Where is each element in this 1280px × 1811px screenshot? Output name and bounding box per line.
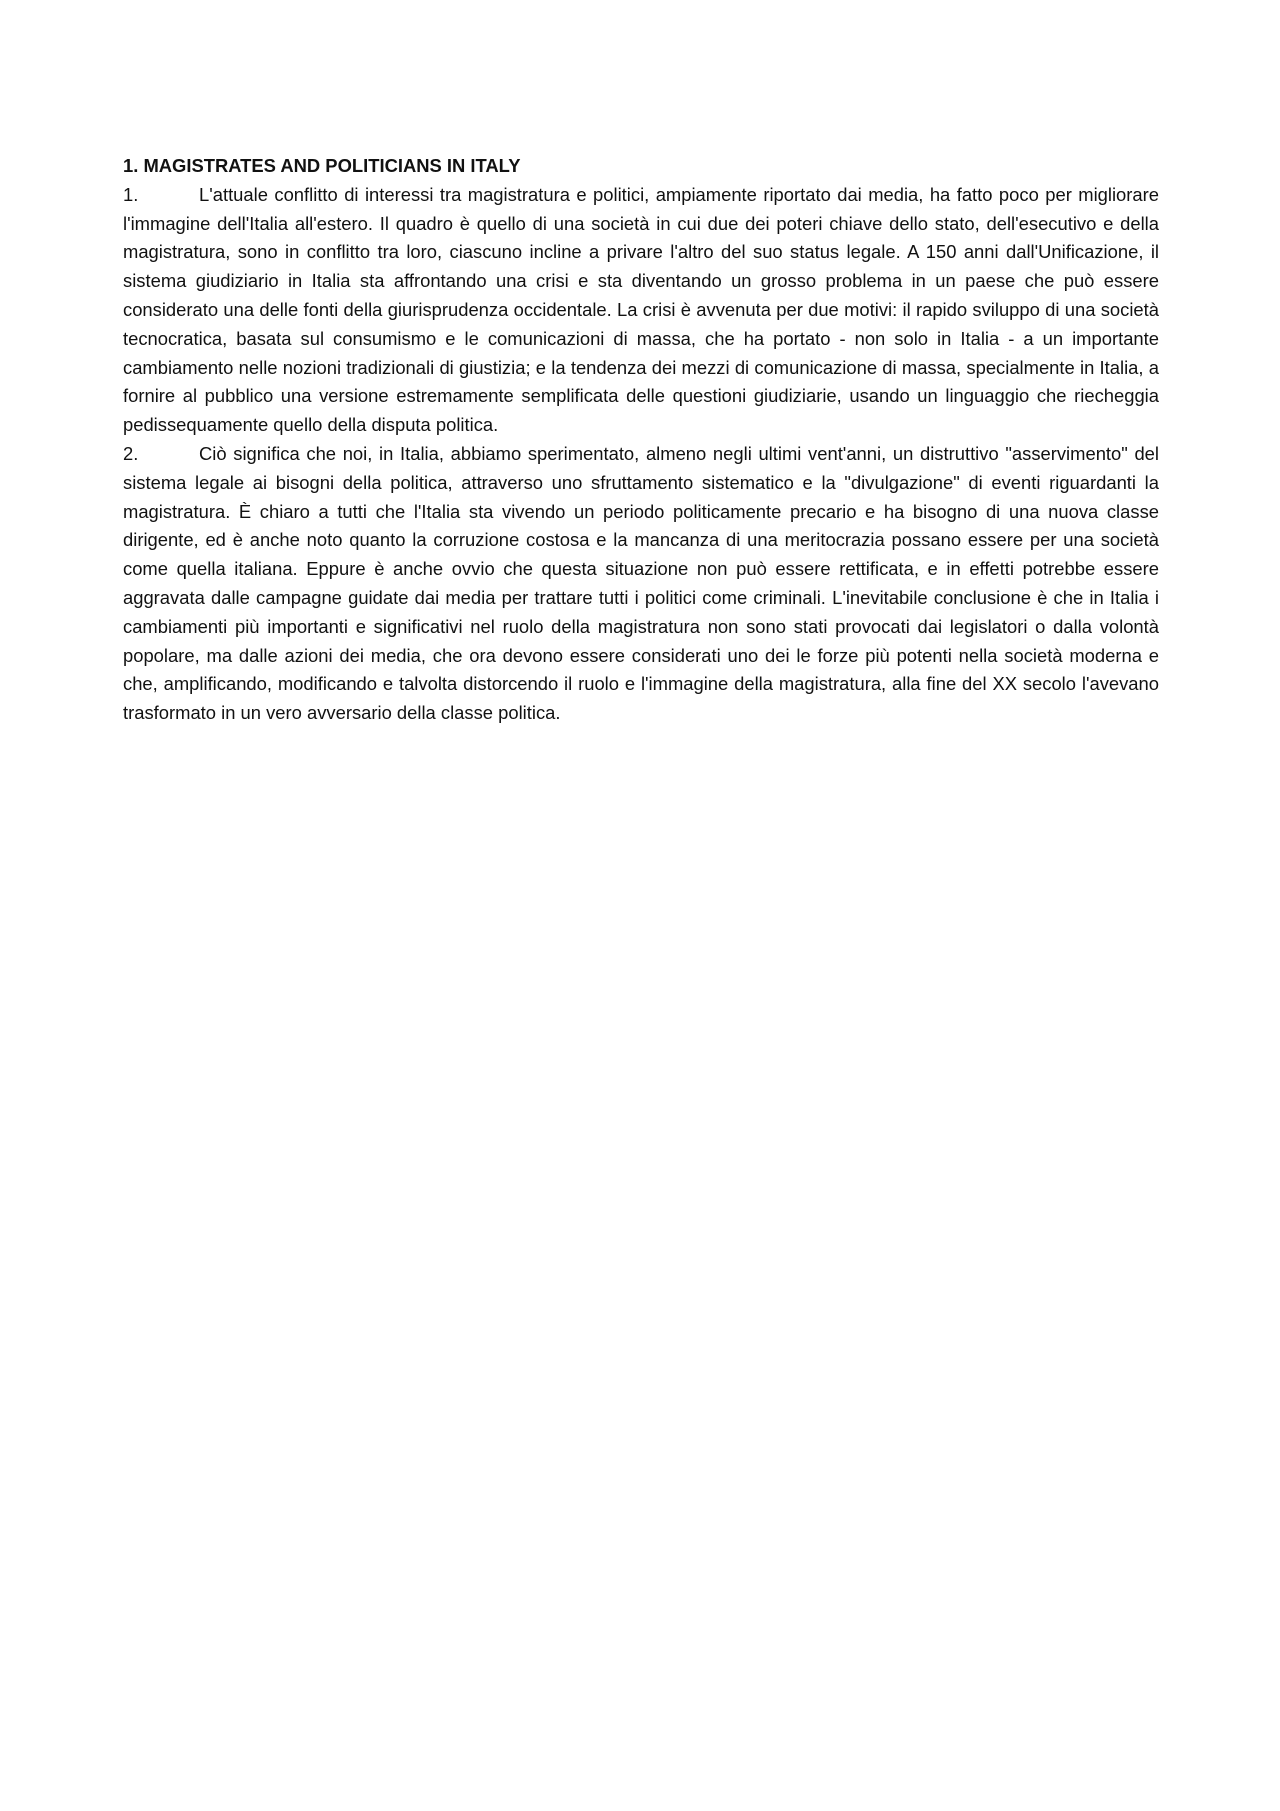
paragraph-1 [123,181,1159,440]
section-heading: 1. MAGISTRATES AND POLITICIANS IN ITALY [123,155,521,176]
paragraph-text: L'attuale conflitto di interessi tra magistratura e politici, ampiamente riportato dai media, ha fatto poco per migliorare l'immagine dell'Italia all'estero. Il quadro è quello di una società in cui due dei poteri chiave dello stato, dell'esecutivo e della magistratura, sono in conflitto tra loro, ciascuno incline a privare l'altro del suo status legale. A 150 anni dall'Unificazione, il sistema giudiziario in Italia sta affrontando una crisi e sta diventando un grosso problema in un paese che può essere considerato una delle fonti della giurisprudenza occidentale. La crisi è avvenuta per due motivi: il rapido sviluppo di una società tecnocratica, basata sul consumismo e le comunicazioni di massa, che ha portato - non solo in Italia - a un importante cambiamento nelle nozioni tradizionali di giustizia; e la tendenza dei mezzi di comunicazione di massa, specialmente in Italia, a fornire al pubblico una versione estremamente semplificata delle questioni giudiziarie, usando un linguaggio che riecheggia pedissequamente quello della disputa politica. [123,183,1159,436]
document-page [123,152,1159,728]
paragraph-number: 2. [123,442,139,464]
paragraph-text: Ciò significa che noi, in Italia, abbiamo sperimentato, almeno negli ultimi vent'anni, un distruttivo "asservimento" del sistema legale ai bisogni della politica, attraverso uno sfruttamento sistematico e la "divulgazione" di eventi riguardanti la magistratura. È chiaro a tutti che l'Italia sta vivendo un periodo politicamente precario e ha bisogno di una nuova classe dirigente, ed è anche noto quanto la corruzione costosa e la mancanza di una meritocrazia possano essere per una società come quella italiana. Eppure è anche ovvio che questa situazione non può essere rettificata, e in effetti potrebbe essere aggravata dalle campagne guidate dai media per trattare tutti i politici come criminali. L'inevitabile conclusione è che in Italia i cambiamenti più importanti e significativi nel ruolo della magistratura non sono stati provocati dai legislatori o dalla volontà popolare, ma dalle azioni dei media, che ora devono essere considerati uno dei le forze più potenti nella società moderna e che, amplificando, modificando e talvolta distorcendo il ruolo e l'immagine della magistratura, alla fine del XX secolo l'avevano trasformato in un vero avversario della classe politica. [123,442,1159,724]
paragraph-number: 1. [123,183,139,205]
paragraph-2 [123,440,1159,728]
